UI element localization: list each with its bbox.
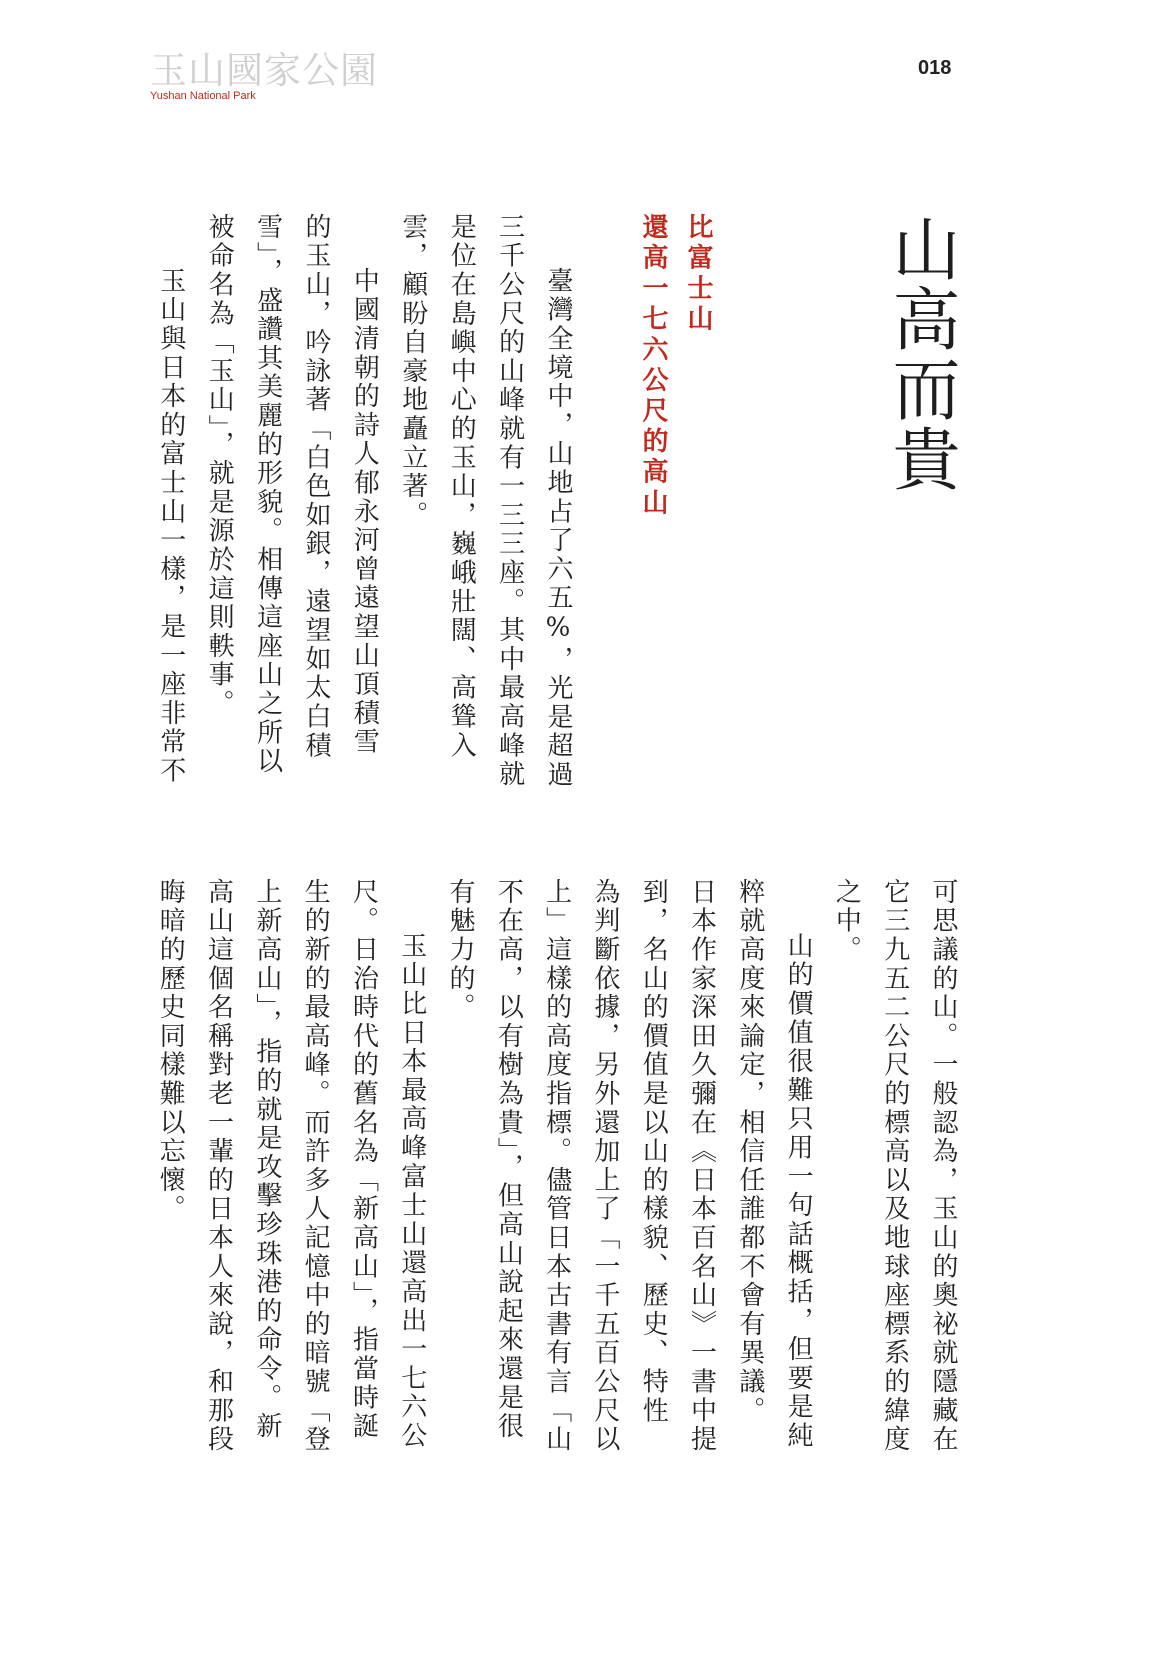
text-column: 玉山與日本的富士山一樣，是一座非常不 [155, 267, 186, 786]
text-column: 可思議的山。一般認為，玉山的奧祕就隱藏在 [928, 878, 958, 1454]
text-column: 高山這個名稱對老一輩的日本人來說，和那段 [203, 878, 234, 1454]
subtitle-line: 還高一七六公尺的高山 [638, 213, 668, 519]
text-column: 到，名山的價值是以山的樣貌、歷史、特性 [638, 878, 669, 1426]
text-column: 雲，顧盼自豪地矗立著。 [397, 213, 428, 530]
text-column: 三千公尺的山峰就有一三三座。其中最高峰就 [494, 213, 525, 789]
text-column: 晦暗的歷史同樣難以忘懷。 [155, 878, 186, 1224]
park-name-english: Yushan National Park [150, 90, 256, 102]
text-column: 山的價值很難只用一句話概括，但要是純 [783, 932, 814, 1451]
text-column: 的玉山，吟詠著「白色如銀，遠望如太白積 [300, 213, 331, 761]
text-column: 玉山比日本最高峰富士山還高出一七六公 [396, 932, 427, 1451]
text-column: 中國清朝的詩人郁永河曾遠望山頂積雪 [349, 267, 380, 757]
park-name-chinese: 玉山國家公園 [150, 49, 378, 92]
article-title: 山高而貴 [881, 214, 960, 494]
text-column: 上新高山」，指的就是攻擊珍珠港的命令。新 [251, 878, 282, 1441]
text-column: 粹就高度來論定，相信任誰都不會有異議。 [734, 878, 765, 1426]
text-column: 為判斷依據，另外還加上了「一千五百公尺以 [589, 878, 620, 1454]
text-column: 臺灣全境中，山地占了六五%，光是超過 [543, 267, 573, 790]
text-column: 它三九五二公尺的標高以及地球座標系的緯度 [879, 878, 910, 1454]
text-column: 日本作家深田久彌在《日本百名山》一書中提 [686, 878, 717, 1454]
text-column: 之中。 [831, 878, 862, 965]
subtitle-line: 比富士山 [683, 213, 713, 336]
text-column: 不在高，以有樹為貴」，但高山說起來還是很 [493, 878, 524, 1441]
text-column: 是位在島嶼中心的玉山，巍峨壯闊、高聳入 [446, 213, 477, 761]
text-column: 上」這樣的高度指標。儘管日本古書有言「山 [541, 878, 572, 1454]
page-number: 018 [918, 57, 952, 79]
text-column: 生的新的最高峰。而許多人記憶中的暗號「登 [300, 878, 331, 1454]
text-column: 有魅力的。 [445, 878, 476, 1022]
body-text-lower [145, 878, 967, 1478]
text-column: 尺。日治時代的舊名為「新高山」，指當時誕 [348, 878, 379, 1441]
body-text-upper [146, 213, 582, 813]
text-column: 雪」，盛讚其美麗的形貌。相傳這座山之所以 [252, 213, 283, 776]
article-subtitle [630, 213, 720, 543]
text-column: 被命名為「玉山」，就是源於這則軼事。 [204, 213, 235, 719]
